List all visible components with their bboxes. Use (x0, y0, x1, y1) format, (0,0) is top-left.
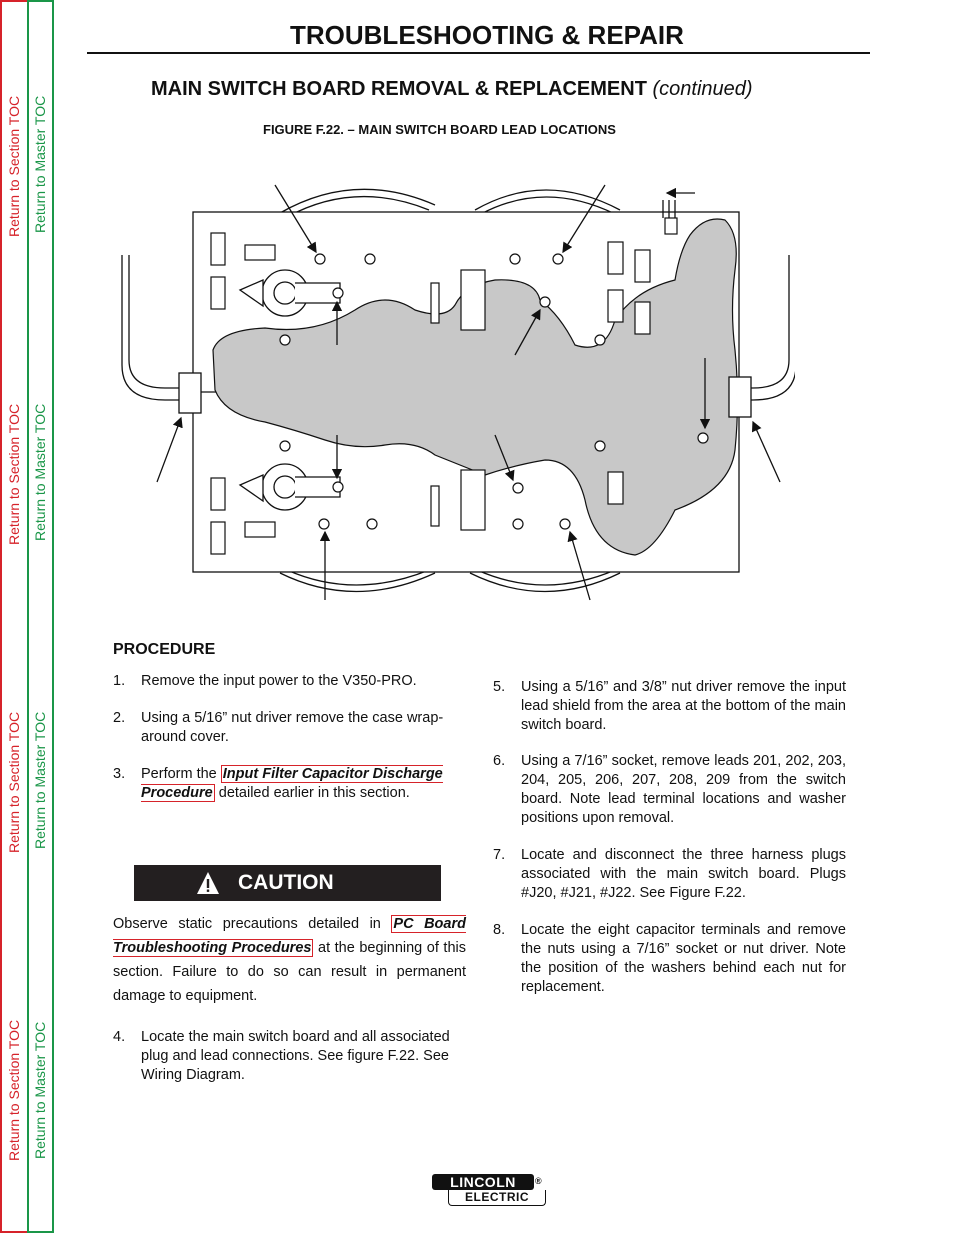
input-filter-capacitor-discharge-link[interactable]: Input Filter Capacitor Discharge Procedure (141, 766, 443, 801)
pc-board-troubleshooting-link[interactable]: PC Board Troubleshooting Procedures (113, 916, 466, 956)
step-6 (493, 752, 846, 828)
logo-registered-mark: ® (535, 1176, 542, 1186)
step-number: 2. (113, 710, 126, 726)
return-to-master-toc-link[interactable]: Return to Master TOC (32, 403, 48, 541)
step-number: 5. (493, 679, 506, 695)
caution-text-before: Observe static precautions detailed in (113, 916, 381, 932)
step-3 (113, 765, 466, 803)
section-heading (151, 78, 753, 101)
step-number: 1. (113, 673, 126, 689)
step-text (113, 765, 466, 803)
caution-text (113, 912, 466, 1008)
return-to-master-toc-link[interactable]: Return to Master TOC (32, 95, 48, 233)
title-divider (87, 52, 870, 54)
step-number: 4. (113, 1029, 126, 1045)
caution-label: CAUTION (238, 871, 334, 894)
main-switch-board-diagram (115, 160, 795, 610)
step-text: Remove the input power to the V350-PRO. (141, 673, 417, 689)
return-to-master-toc-link[interactable]: Return to Master TOC (32, 711, 48, 849)
return-to-section-toc-link[interactable]: Return to Section TOC (6, 403, 22, 545)
warning-icon (196, 871, 220, 895)
figure-caption: FIGURE F.22. – MAIN SWITCH BOARD LEAD LOCATIONS (263, 122, 616, 137)
step-7 (493, 846, 846, 903)
return-to-section-toc-link[interactable]: Return to Section TOC (6, 711, 22, 853)
step-5 (493, 678, 846, 735)
return-to-section-toc-link[interactable]: Return to Section TOC (6, 1019, 22, 1161)
step-4 (113, 1028, 466, 1085)
lincoln-electric-logo (432, 1174, 548, 1208)
step-2 (113, 709, 466, 747)
step-1 (113, 672, 466, 691)
step-number: 6. (493, 753, 506, 769)
step-number: 3. (113, 766, 126, 782)
step-text: Locate and disconnect the three harness plugs associated with the main switch board. Plugs #J20, #J21, #J22. See Figure F.22. (521, 847, 846, 901)
return-to-master-toc-link[interactable]: Return to Master TOC (32, 1021, 48, 1159)
logo-lincoln: LINCOLN (432, 1174, 534, 1190)
step-text: Using a 7/16” socket, remove leads 201, 202, 203, 204, 205, 206, 207, 208, 209 from the switch board. Note lead terminal locations and washer positions upon removal. (521, 753, 846, 826)
return-to-section-toc-link[interactable]: Return to Section TOC (6, 95, 22, 237)
step-text-after: detailed earlier in this section. (218, 785, 410, 801)
step-text: Locate the eight capacitor terminals and remove the nuts using a 7/16” socket or nut driver. Note the position of the washers behind each nut for replacement. (521, 922, 846, 995)
logo-electric: ELECTRIC (448, 1190, 546, 1206)
caution-text-after: at the beginning of this section. Failure to do so can result in permanent damage to equipment. (113, 940, 466, 1004)
caution-banner (134, 865, 441, 901)
procedure-heading: PROCEDURE (113, 641, 216, 658)
step-text: Locate the main switch board and all associated plug and lead connections. See figure F.22. See Wiring Diagram. (141, 1029, 450, 1083)
section-heading-suffix: (continued) (652, 78, 753, 100)
step-8 (493, 921, 846, 997)
step-number: 7. (493, 847, 506, 863)
step-text: Using a 5/16” and 3/8” nut driver remove the input lead shield from the area at the bottom of the main switch board. (521, 679, 846, 733)
page-title: TROUBLESHOOTING & REPAIR (290, 20, 684, 50)
step-text: Using a 5/16” nut driver remove the case wrap-around cover. (141, 710, 444, 745)
step-number: 8. (493, 922, 506, 938)
step-text-before: Perform the (141, 766, 217, 782)
section-heading-text: MAIN SWITCH BOARD REMOVAL & REPLACEMENT (151, 78, 647, 100)
